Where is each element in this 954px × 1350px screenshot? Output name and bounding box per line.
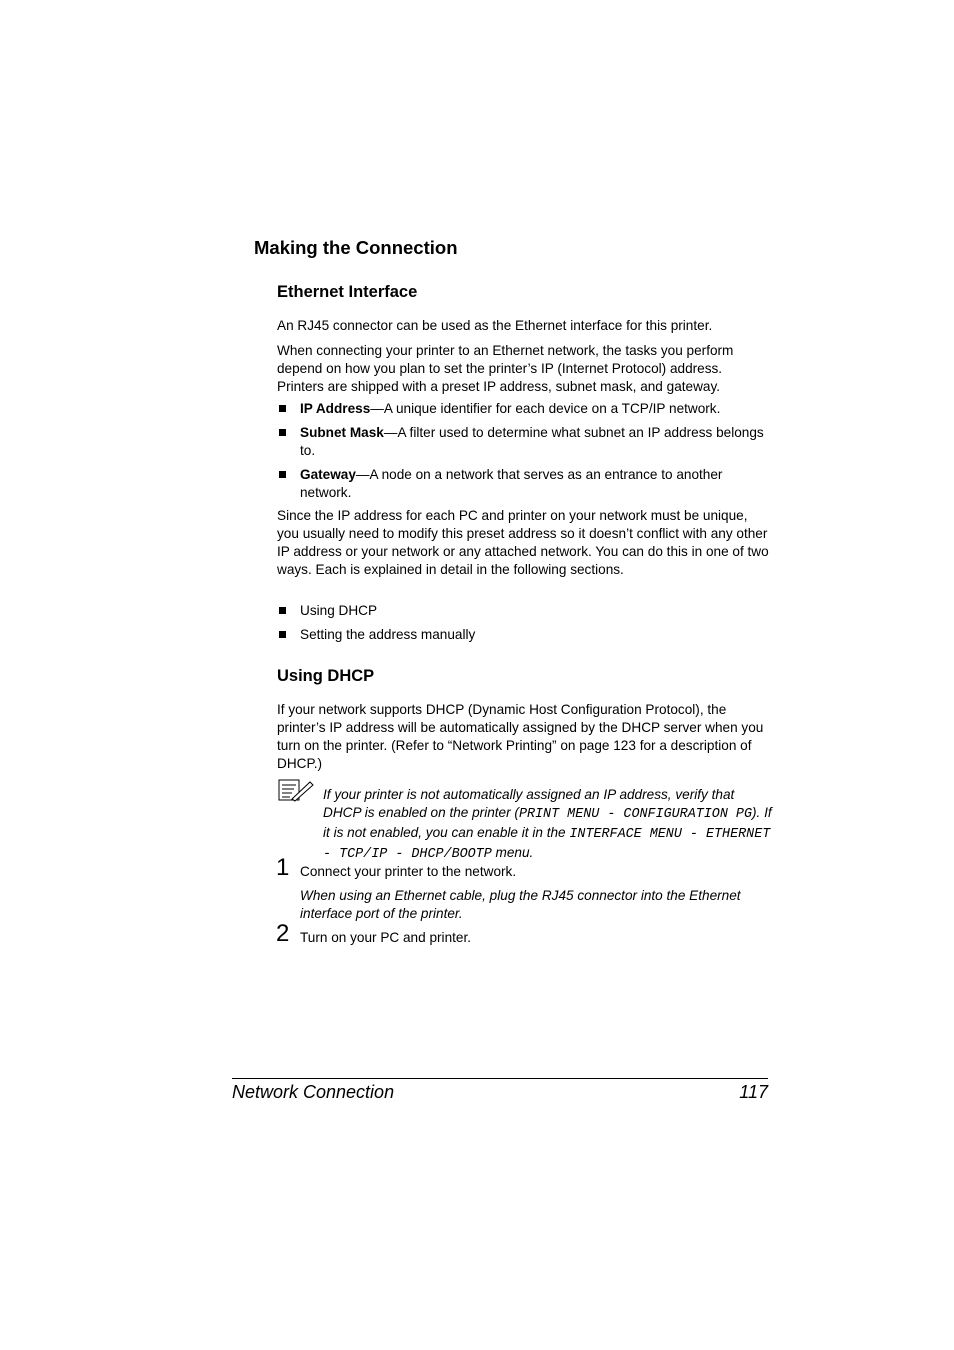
bullet-label: Gateway (300, 467, 356, 482)
dhcp-note (323, 786, 773, 864)
step-note: When using an Ethernet cable, plug the RJ45 connector into the Ethernet interface port of the printer. (300, 888, 741, 921)
bullet-subnet-mask (277, 424, 772, 460)
bullet-ip-address (277, 400, 772, 418)
dhcp-paragraph: If your network supports DHCP (Dynamic Host Configuration Protocol), the printer’s IP address will be automatically assigned by the DHCP server when you turn on the printer. (Refer to “Network Printing” on page 123 for a description of DHCP.) (277, 702, 764, 771)
ethernet-paragraph-1: An RJ45 connector can be used as the Ethernet interface for this printer. (277, 318, 713, 333)
bullet-using-dhcp (277, 602, 772, 620)
square-bullet-icon (279, 429, 286, 436)
step-text: Turn on your PC and printer. (300, 930, 472, 945)
square-bullet-icon (279, 471, 286, 478)
bullet-text: Setting the address manually (300, 627, 476, 642)
bullet-label: IP Address (300, 401, 371, 416)
note-menu-path: PRINT MENU - CONFIGURATION PG (518, 807, 752, 822)
note-menu-path: INTERFACE MENU - ETHERNET - TCP/IP - DHCP/BOOTP (323, 827, 771, 862)
ethernet-paragraph-3: Since the IP address for each PC and printer on your network must be unique, you usually need to modify this preset address so it doesn’t conflict with any other IP address or your network or any attached network. You can do this in one of two ways. Each is explained in detail in the following sections. (277, 508, 769, 577)
footer-section-title: Network Connection (232, 1082, 395, 1102)
bullet-text: Using DHCP (300, 603, 378, 618)
using-dhcp-heading: Using DHCP (277, 667, 375, 685)
square-bullet-icon (279, 607, 286, 614)
step-number: 2 (276, 920, 290, 947)
step-text: Connect your printer to the network. (300, 864, 517, 879)
bullet-setting-manually (277, 626, 772, 644)
page-number: 117 (739, 1082, 768, 1102)
bullet-text: —A unique identifier for each device on a TCP/IP network. (370, 401, 721, 416)
step-number: 1 (276, 854, 290, 881)
square-bullet-icon (279, 631, 286, 638)
note-text: If your printer is not automatically assigned an IP address, verify that DHCP is enabled on the printer ( (323, 787, 735, 820)
note-pencil-icon (278, 779, 314, 803)
square-bullet-icon (279, 405, 286, 412)
note-text: ). If it is not enabled, you can enable it in the (323, 805, 772, 840)
note-text: menu. (491, 845, 534, 860)
ethernet-interface-heading: Ethernet Interface (277, 283, 418, 301)
bullet-gateway (277, 466, 772, 502)
section-heading: Making the Connection (254, 237, 458, 258)
footer-divider (232, 1078, 768, 1079)
bullet-text: —A filter used to determine what subnet an IP address belongs to. (300, 425, 764, 458)
bullet-label: Subnet Mask (300, 425, 384, 440)
ethernet-paragraph-2: When connecting your printer to an Ethernet network, the tasks you perform depend on how you plan to set the printer’s IP (Internet Protocol) address. Printers are shipped with a preset IP address, subnet mask, and gateway. (277, 343, 734, 394)
bullet-text: —A node on a network that serves as an entrance to another network. (300, 467, 723, 500)
